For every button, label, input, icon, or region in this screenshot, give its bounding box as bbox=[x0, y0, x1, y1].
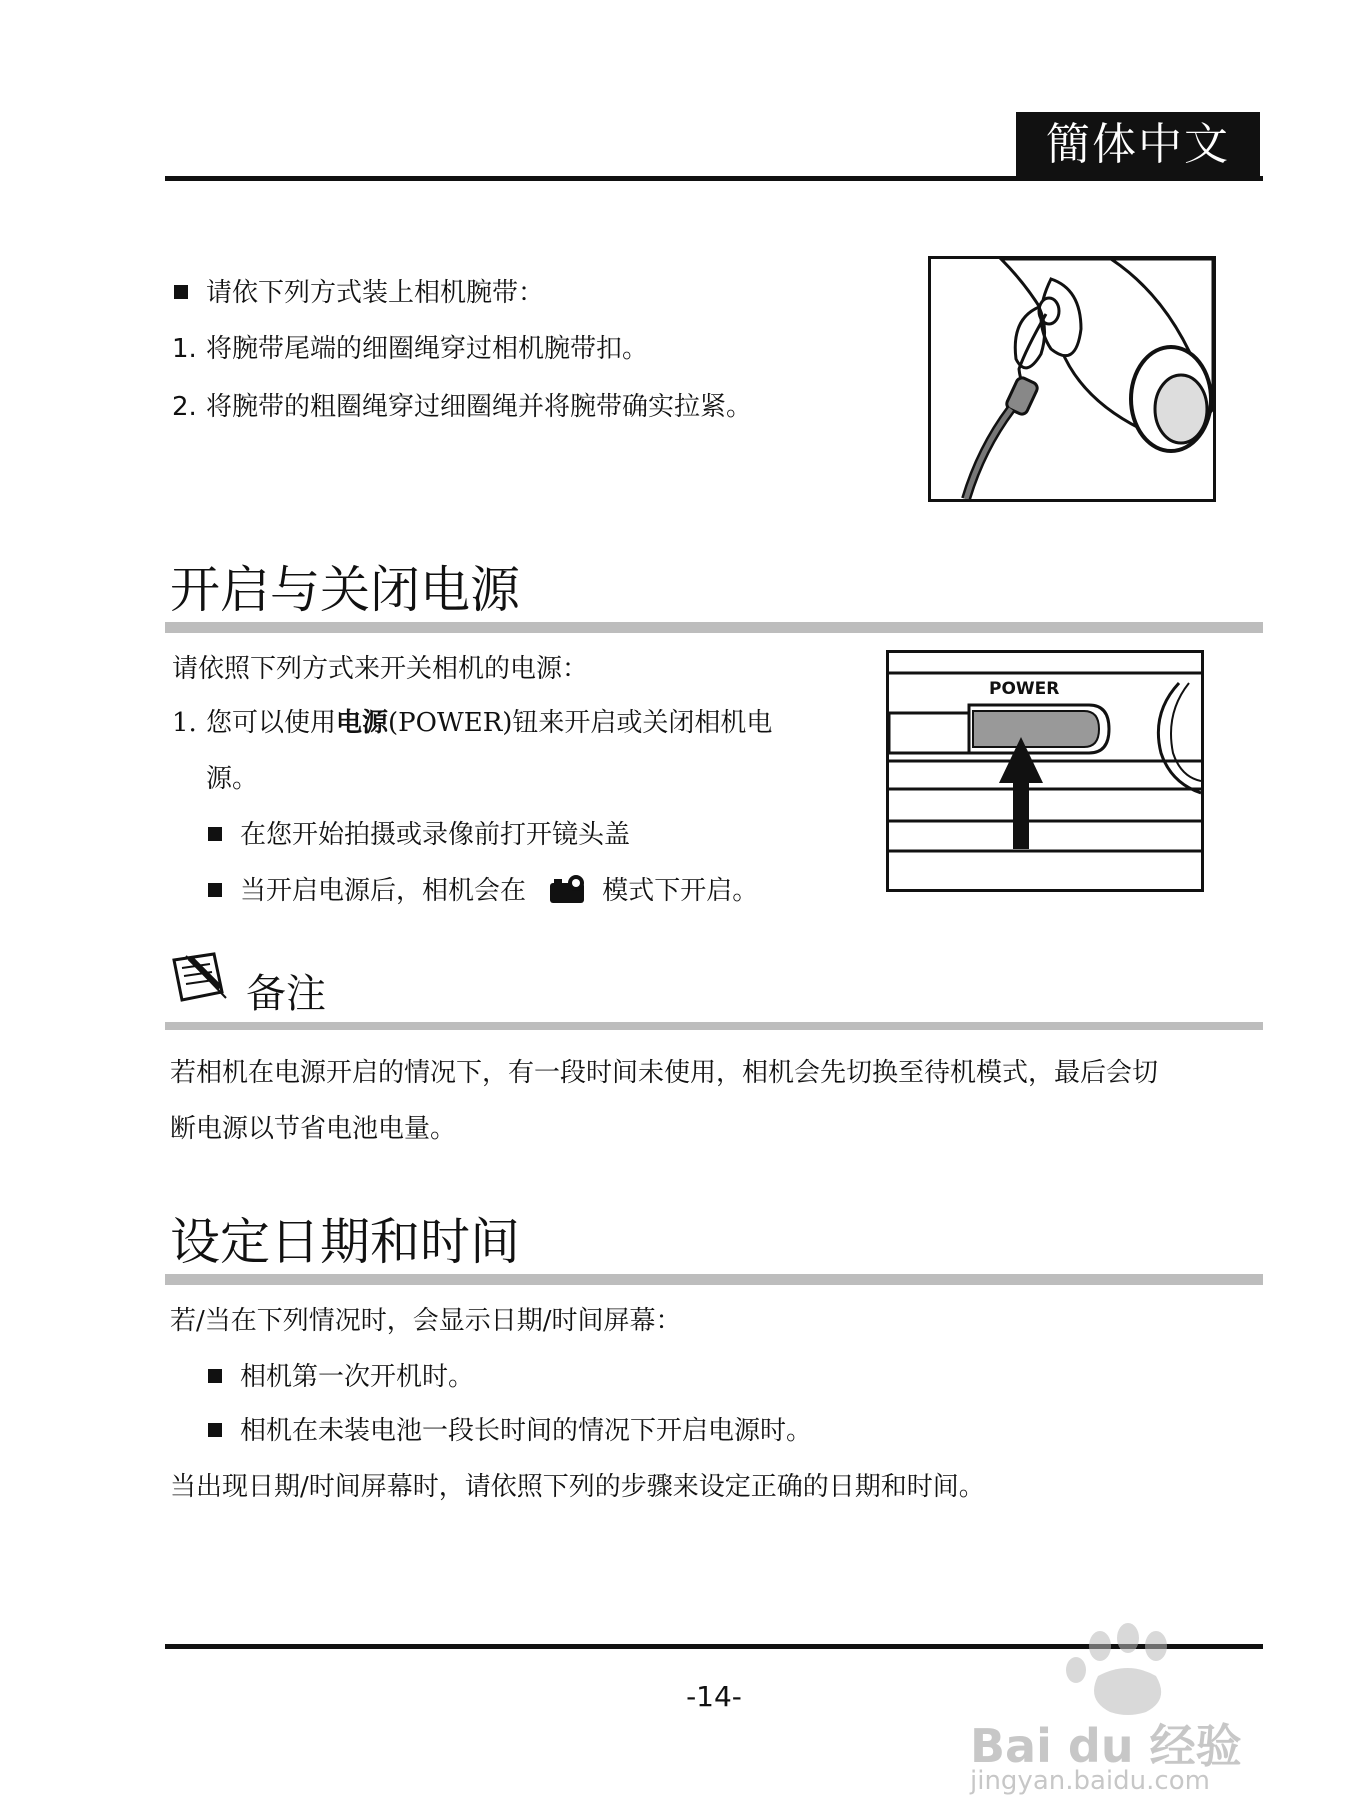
watermark-url: jingyan.baidu.com bbox=[970, 1766, 1210, 1796]
strap-intro: 请依下列方式装上相机腕带： bbox=[174, 276, 544, 310]
datetime-bullet-1: 相机第一次开机时。 bbox=[208, 1360, 474, 1394]
power-sub-bullet-2: 当开启电源后，相机会在 模式下开启。 bbox=[208, 874, 758, 914]
bullet-square-icon bbox=[174, 285, 188, 299]
power-button-label: POWER bbox=[989, 679, 1060, 699]
power-section-rule bbox=[165, 622, 1263, 633]
page-number: -14- bbox=[686, 1680, 742, 1713]
power-step-1: 1. 您可以使用电源(POWER)钮来开启或关闭相机电 bbox=[172, 708, 773, 738]
note-title: 备注 bbox=[246, 971, 326, 1017]
strap-step-2: 2. 将腕带的粗圈绳穿过细圈绳并将腕带确实拉紧。 bbox=[172, 392, 753, 422]
baidu-watermark bbox=[970, 1620, 1300, 1800]
note-rule bbox=[165, 1022, 1263, 1030]
bullet-square-icon bbox=[208, 883, 222, 897]
power-step-1-cont: 源。 bbox=[206, 764, 259, 794]
datetime-outro: 当出现日期/时间屏幕时，请依照下列的步骤来设定正确的日期和时间。 bbox=[170, 1472, 985, 1502]
header-rule bbox=[165, 176, 1263, 181]
datetime-section-rule bbox=[165, 1274, 1263, 1285]
note-line-1: 若相机在电源开启的情况下，有一段时间未使用，相机会先切换至待机模式，最后会切 bbox=[170, 1058, 1159, 1088]
bullet-square-icon bbox=[208, 827, 222, 841]
datetime-intro: 若/当在下列情况时，会显示日期/时间屏幕： bbox=[170, 1306, 682, 1336]
note-line-2: 断电源以节省电池电量。 bbox=[170, 1114, 457, 1144]
camera-mode-icon bbox=[548, 875, 588, 914]
bullet-square-icon bbox=[208, 1369, 222, 1383]
power-section-title: 开启与关闭电源 bbox=[170, 561, 520, 619]
datetime-bullet-2: 相机在未装电池一段长时间的情况下开启电源时。 bbox=[208, 1414, 812, 1448]
power-sub-bullet-1: 在您开始拍摄或录像前打开镜头盖 bbox=[208, 818, 630, 852]
power-button-illustration bbox=[886, 650, 1204, 892]
power-intro: 请依照下列方式来开关相机的电源： bbox=[172, 654, 589, 684]
bullet-square-icon bbox=[208, 1423, 222, 1437]
strap-step-1: 1. 将腕带尾端的细圈绳穿过相机腕带扣。 bbox=[172, 334, 649, 364]
camera-strap-drawing bbox=[931, 259, 1213, 499]
datetime-section-title: 设定日期和时间 bbox=[170, 1213, 520, 1271]
strap-illustration bbox=[928, 256, 1216, 502]
watermark-brand: Bai du 经验 bbox=[970, 1719, 1242, 1773]
note-icon bbox=[170, 952, 228, 1010]
language-tab: 簡体中文 bbox=[1016, 112, 1260, 178]
